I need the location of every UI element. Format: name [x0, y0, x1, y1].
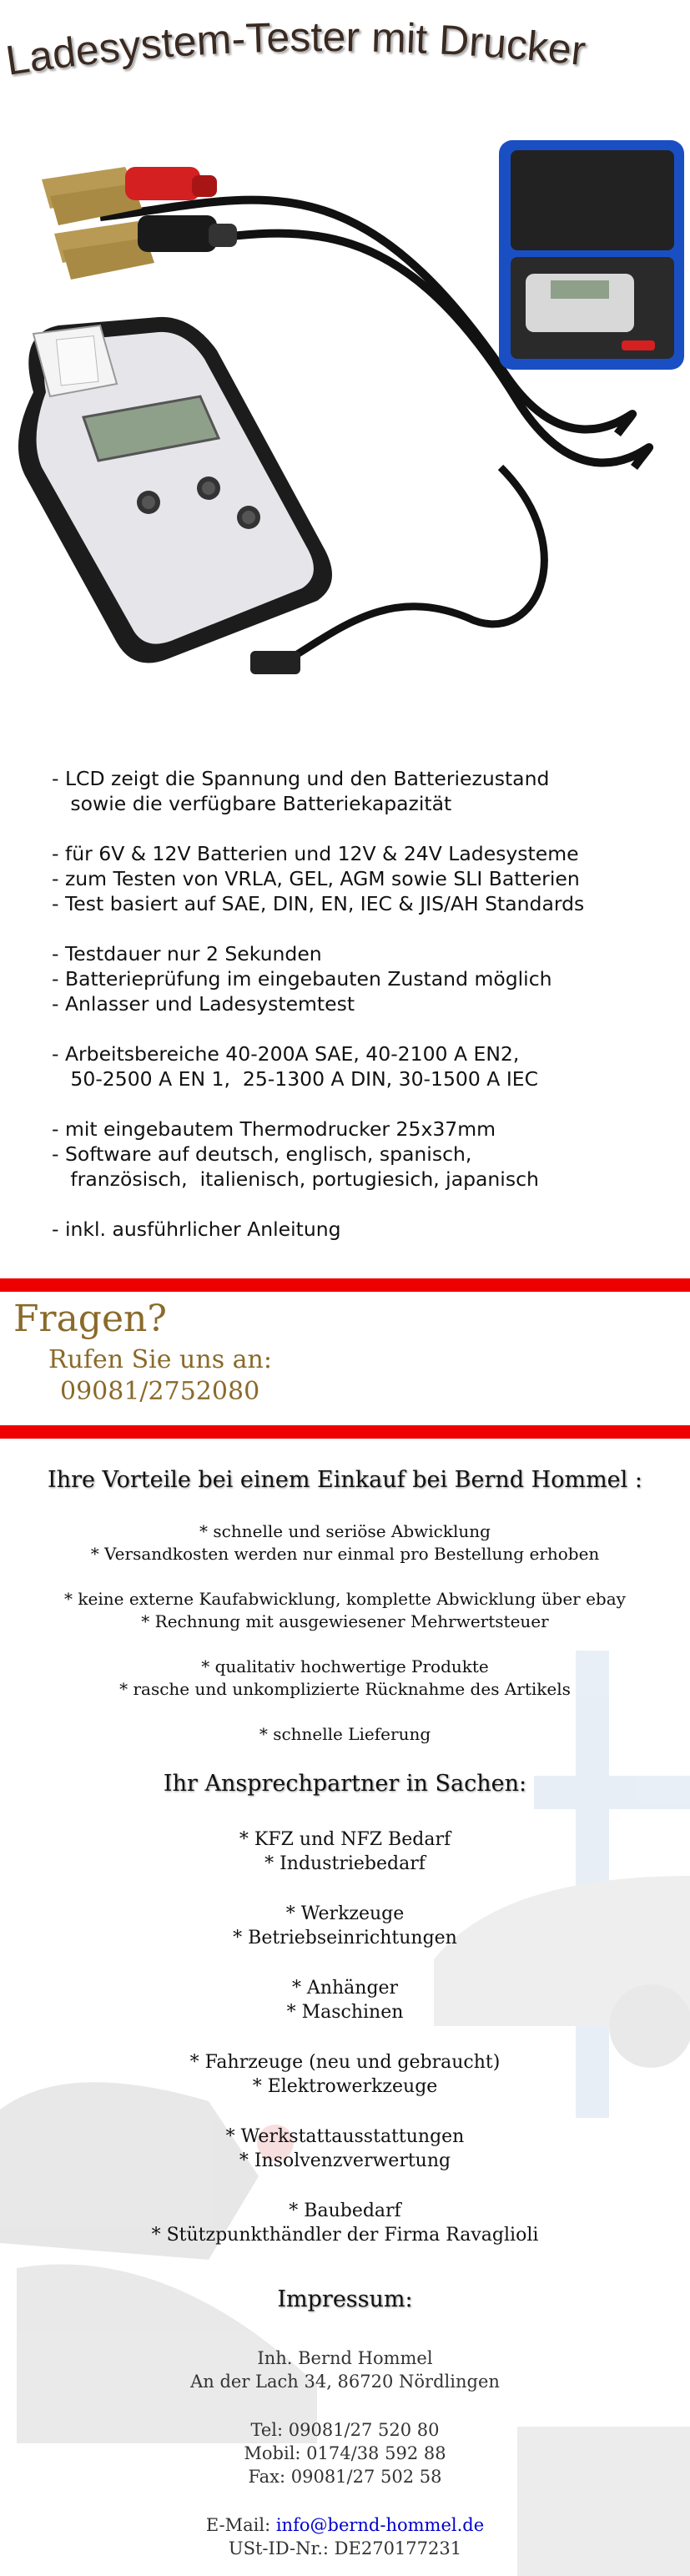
black-clamp	[54, 215, 237, 280]
advantages-heading: Ihre Vorteile bei einem Einkauf bei Bernd Hommel :	[48, 1467, 642, 1493]
partner-item: * Stützpunkthändler der Firma Ravaglioli	[151, 2225, 539, 2246]
contact-subheading: Rufen Sie uns an:	[48, 1345, 272, 1374]
partners-list	[0, 1827, 690, 2247]
impressum-heading: Impressum:	[277, 2286, 413, 2312]
feature-item: - mit eingebautem Thermodrucker 25x37mm	[52, 1117, 496, 1141]
carry-case	[499, 140, 684, 370]
advantage-item: * qualitativ hochwertige Produkte	[201, 1656, 489, 1676]
impressum-tel: Tel: 09081/27 520 80	[250, 2420, 440, 2440]
email-link[interactable]: info@bernd-hommel.de	[275, 2515, 485, 2535]
partner-item: * Elektrowerkzeuge	[252, 2076, 438, 2097]
impressum-fax: Fax: 09081/27 502 58	[248, 2467, 442, 2487]
advantage-item: * schnelle Lieferung	[259, 1724, 431, 1744]
feature-group	[52, 1217, 636, 1242]
feature-item: - inkl. ausführlicher Anleitung	[52, 1217, 341, 1241]
advantage-item: * schnelle und seriöse Abwicklung	[199, 1521, 491, 1541]
partners-heading: Ihr Ansprechpartner in Sachen:	[163, 1771, 527, 1797]
feature-item: - Anlasser und Ladesystemtest	[52, 992, 355, 1016]
feature-item: - Testdauer nur 2 Sekunden	[52, 942, 322, 965]
title-graphic	[0, 0, 690, 117]
feature-group	[52, 1041, 636, 1091]
partner-item: * Anhänger	[291, 1978, 399, 1999]
impressum-email-line	[0, 2513, 690, 2537]
contact-phone: 09081/2752080	[60, 1377, 260, 1406]
impressum-mobil: Mobil: 0174/38 592 88	[244, 2443, 446, 2463]
partner-item: * Werkzeuge	[285, 1903, 405, 1924]
advantage-item: * keine externe Kaufabwicklung, komplette Abwicklung über ebay	[64, 1589, 626, 1609]
partner-item: * Werkstattausstattungen	[225, 2126, 465, 2147]
advantage-item: * rasche und unkomplizierte Rücknahme des Artikels	[119, 1679, 571, 1699]
feature-item: - LCD zeigt die Spannung und den Batteriezustand	[52, 767, 550, 790]
impressum-ustid: USt-ID-Nr.: DE270177231	[228, 2538, 462, 2558]
email-label: E-Mail:	[205, 2515, 276, 2535]
feature-item: - zum Testen von VRLA, GEL, AGM sowie SLI Batterien	[52, 867, 580, 890]
title-banner	[0, 0, 690, 117]
advantage-item: * Rechnung mit ausgewiesener Mehrwertsteuer	[141, 1611, 549, 1631]
feature-group	[52, 841, 636, 916]
tester-device	[18, 317, 332, 663]
cable-connector	[250, 651, 300, 674]
feature-item: französisch, italienisch, portugiesich, japanisch	[52, 1167, 539, 1191]
product-illustration	[0, 117, 690, 718]
partner-item: * Betriebseinrichtungen	[233, 1928, 457, 1948]
partner-item: * KFZ und NFZ Bedarf	[239, 1829, 451, 1850]
advantages-list	[0, 1520, 690, 1746]
impressum-owner: Inh. Bernd Hommel	[257, 2348, 433, 2368]
impressum-address: An der Lach 34, 86720 Nördlingen	[190, 2372, 500, 2392]
partner-item: * Maschinen	[286, 2002, 404, 2023]
page-title: Ladesystem-Tester mit Drucker	[3, 13, 588, 84]
feature-item: - für 6V & 12V Batterien und 12V & 24V Ladesysteme	[52, 842, 579, 865]
feature-item: sowie die verfügbare Batteriekapazität	[52, 792, 452, 815]
divider-red-bottom	[0, 1425, 690, 1439]
feature-group	[52, 941, 636, 1016]
impressum-block	[0, 2347, 690, 2560]
partner-item: * Industriebedarf	[264, 1853, 426, 1874]
partner-item: * Insolvenzverwertung	[239, 2150, 451, 2171]
feature-item: - Software auf deutsch, englisch, spanisch,	[52, 1142, 472, 1166]
feature-list	[52, 766, 636, 1267]
feature-item: - Batterieprüfung im eingebauten Zustand möglich	[52, 967, 552, 991]
feature-item: - Arbeitsbereiche 40-200A SAE, 40-2100 A EN2,	[52, 1042, 520, 1066]
feature-item: 50-2500 A EN 1, 25-1300 A DIN, 30-1500 A IEC	[52, 1067, 539, 1091]
partner-item: * Fahrzeuge (neu und gebraucht)	[189, 2052, 501, 2073]
partner-item: * Baubedarf	[289, 2200, 401, 2221]
divider-red-top	[0, 1278, 690, 1292]
contact-heading: Fragen?	[13, 1298, 167, 1340]
feature-group	[52, 1117, 636, 1192]
feature-group	[52, 766, 636, 816]
feature-item: - Test basiert auf SAE, DIN, EN, IEC & JIS/AH Standards	[52, 892, 585, 915]
advantage-item: * Versandkosten werden nur einmal pro Bestellung erhoben	[90, 1544, 600, 1564]
